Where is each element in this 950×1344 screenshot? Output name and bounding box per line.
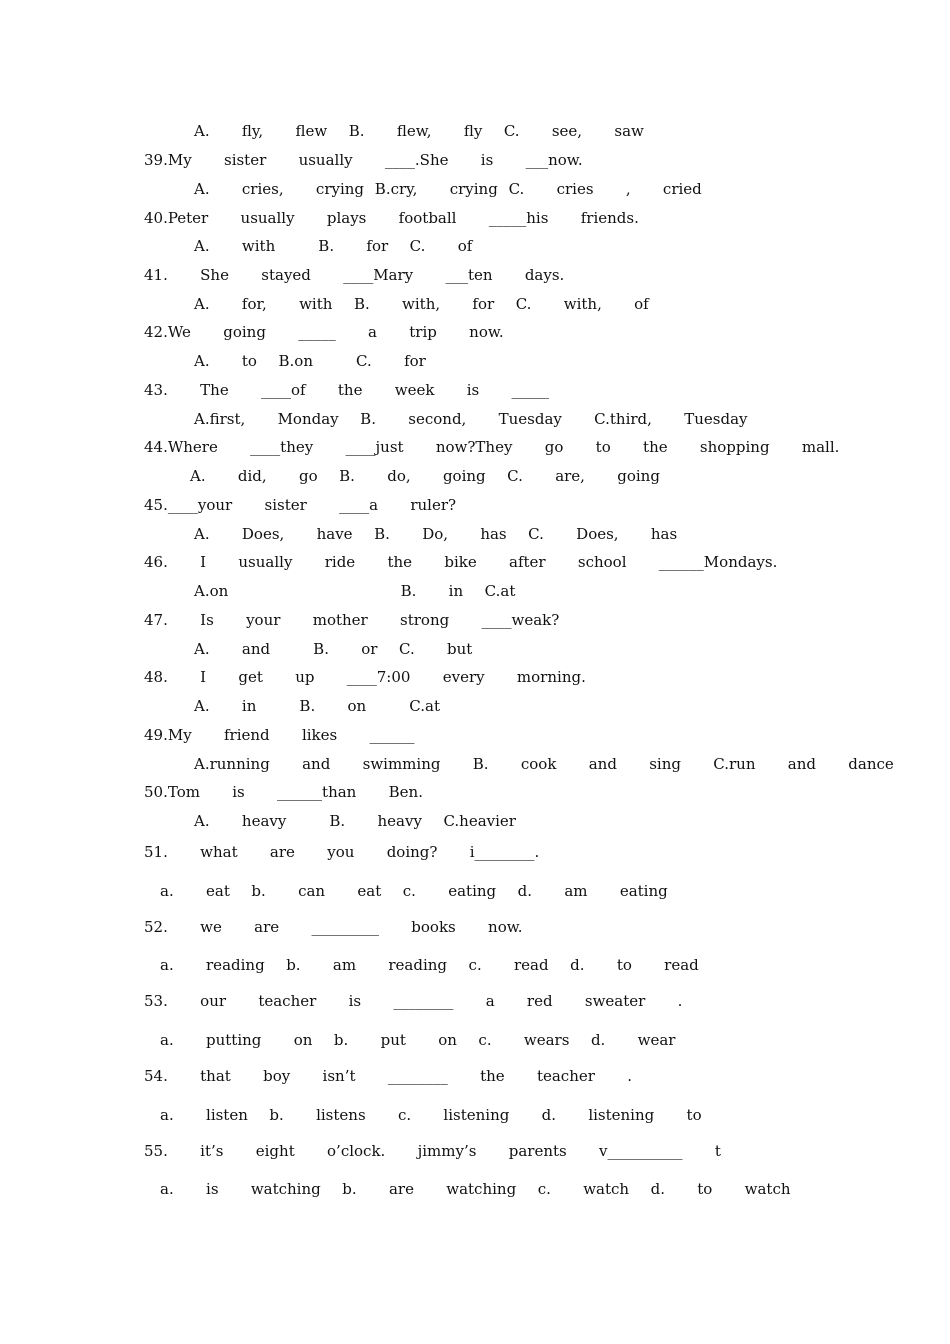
question-43: 43. The ____of the week is _____ xyxy=(144,381,550,399)
options-51: a. eat b. can eat c. eating d. am eating xyxy=(160,882,668,900)
options-38: A. fly, flew B. flew, fly C. see, saw xyxy=(194,122,644,140)
options-49: A.running and swimming B. cook and sing C.run and dance xyxy=(194,755,894,773)
question-44: 44.Where ____they ____just now?They go to the shopping mall. xyxy=(144,438,840,456)
options-55: a. is watching b. are watching c. watch d. to watch xyxy=(160,1180,791,1198)
question-52: 52. we are _________ books now. xyxy=(144,918,523,936)
options-39: A. cries, crying B.cry, crying C. cries , cried xyxy=(194,180,702,198)
options-47: A. and B. or C. but xyxy=(194,640,473,658)
options-42: A. to B.on C. for xyxy=(194,352,426,370)
question-50: 50.Tom is ______than Ben. xyxy=(144,783,423,801)
question-47: 47. Is your mother strong ____weak? xyxy=(144,611,560,629)
options-48: A. in B. on C.at xyxy=(194,697,440,715)
options-41: A. for, with B. with, for C. with, of xyxy=(194,295,649,313)
question-41: 41. She stayed ____Mary ___ten days. xyxy=(144,266,565,284)
question-49: 49.My friend likes ______ xyxy=(144,726,415,744)
options-40: A. with B. for C. of xyxy=(194,237,473,255)
question-46: 46. I usually ride the bike after school ______Mondays. xyxy=(144,553,778,571)
options-54: a. listen b. listens c. listening d. listening to xyxy=(160,1106,702,1124)
options-44: A. did, go B. do, going C. are, going xyxy=(190,467,660,485)
question-54: 54. that boy isn’t ________ the teacher . xyxy=(144,1067,632,1085)
question-51: 51. what are you doing? i________. xyxy=(144,843,540,861)
options-50: A. heavy B. heavy C.heavier xyxy=(194,812,516,830)
question-39: 39.My sister usually ____.She is ___now. xyxy=(144,151,583,169)
options-53: a. putting on b. put on c. wears d. wear xyxy=(160,1031,676,1049)
question-53: 53. our teacher is ________ a red sweater . xyxy=(144,992,683,1010)
question-42: 42.We going _____ a trip now. xyxy=(144,323,504,341)
question-55: 55. it’s eight o’clock. jimmy’s parents v__________ t xyxy=(144,1142,721,1160)
question-40: 40.Peter usually plays football _____his friends. xyxy=(144,209,639,227)
options-45: A. Does, have B. Do, has C. Does, has xyxy=(194,525,678,543)
options-46: A.on B. in C.at xyxy=(194,582,516,600)
options-52: a. reading b. am reading c. read d. to read xyxy=(160,956,699,974)
question-45: 45.____your sister ____a ruler? xyxy=(144,496,457,514)
question-48: 48. I get up ____7:00 every morning. xyxy=(144,668,586,686)
options-43: A.first, Monday B. second, Tuesday C.third, Tuesday xyxy=(194,410,748,428)
